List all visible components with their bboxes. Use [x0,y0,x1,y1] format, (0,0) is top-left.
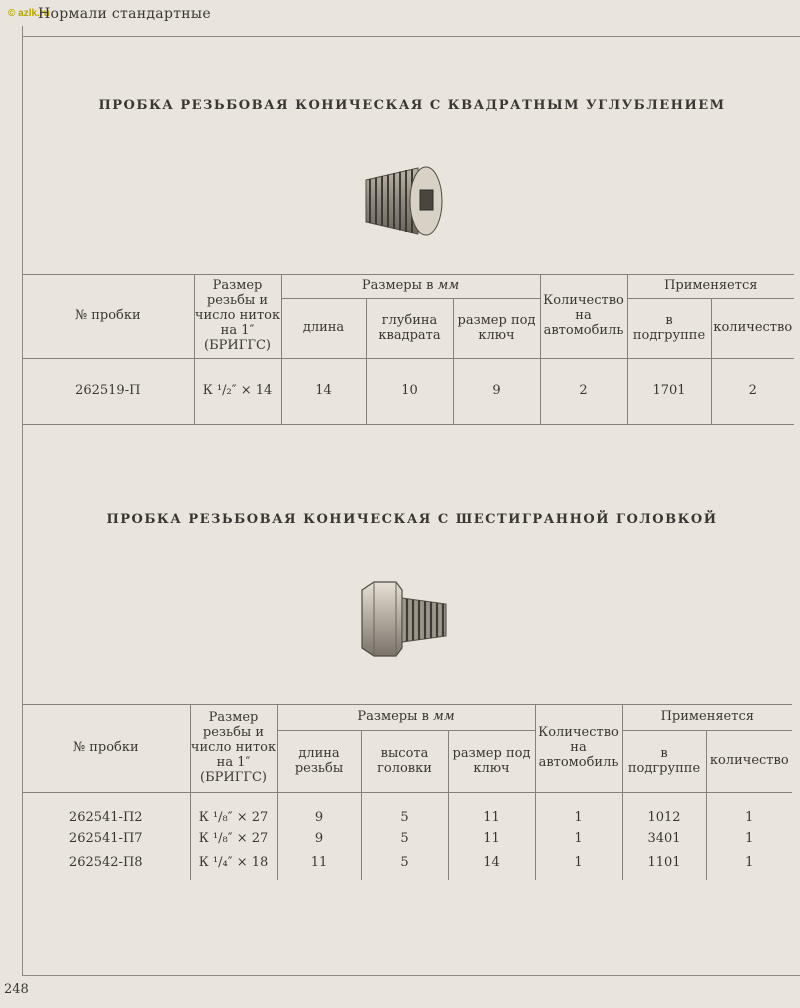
cell-quantity: 1 [706,853,792,880]
cell-part-no: 262542-П8 [22,853,190,880]
cell-wrench: 11 [448,826,535,853]
header-length: длина [281,299,366,359]
header-thread-size: Размер резьбы и число ниток на 1″ (БРИГГС) [190,705,277,793]
header-wrench-size: размер под ключ [453,299,540,359]
square-plug-table [22,274,794,425]
cell-wrench: 11 [448,793,535,826]
header-square-depth: глубина квадрата [366,299,453,359]
table-row [22,793,792,826]
cell-length: 14 [281,359,366,425]
cell-subgroup: 1101 [622,853,706,880]
cell-quantity: 2 [711,359,794,425]
header-dimensions: Размеры в мм [281,275,540,299]
cell-part-no: 262519-П [22,359,194,425]
header-part-no: № пробки [22,275,194,359]
cell-qty-car: 2 [540,359,627,425]
section-title-square-plug: ПРОБКА РЕЗЬБОВАЯ КОНИЧЕСКАЯ С КВАДРАТНЫМ УГЛУБЛЕНИЕМ [98,98,726,113]
watermark: © azlk.ru [8,8,50,19]
cell-quantity: 1 [706,826,792,853]
cell-subgroup: 1012 [622,793,706,826]
frame-rule-bottom [22,975,800,976]
cell-thread-length: 9 [277,793,361,826]
header-thread-length: длина резьбы [277,731,361,793]
table-row [22,826,792,853]
cell-qty-car: 1 [535,826,622,853]
cell-subgroup: 3401 [622,826,706,853]
running-head: Нормали стандартные [38,6,211,22]
hex-head-plug-illustration [356,578,452,664]
header-dimensions: Размеры в мм [277,705,535,731]
cell-thread: К ¹/₄″ × 18 [190,853,277,880]
cell-head-height: 5 [361,793,448,826]
cell-wrench: 14 [448,853,535,880]
header-subgroup: в подгруппе [622,731,706,793]
cell-thread: К ¹/₈″ × 27 [190,826,277,853]
hex-plug-table [22,704,792,880]
cell-thread: К ¹/₈″ × 27 [190,793,277,826]
header-quantity: количество [711,299,794,359]
cell-quantity: 1 [706,793,792,826]
section-title-hex-plug: ПРОБКА РЕЗЬБОВАЯ КОНИЧЕСКАЯ С ШЕСТИГРАННОЙ ГОЛОВКОЙ [106,512,718,527]
header-part-no: № пробки [22,705,190,793]
cell-part-no: 262541-П7 [22,826,190,853]
header-subgroup: в подгруппе [627,299,711,359]
header-quantity: количество [706,731,792,793]
header-applied: Применяется [622,705,792,731]
cell-wrench: 9 [453,359,540,425]
cell-thread-length: 11 [277,853,361,880]
cell-head-height: 5 [361,853,448,880]
square-socket-plug-illustration [356,156,448,250]
cell-thread-length: 9 [277,826,361,853]
page-number: 248 [4,982,29,997]
cell-depth: 10 [366,359,453,425]
table-row [22,853,792,880]
cell-qty-car: 1 [535,853,622,880]
header-applied: Применяется [627,275,794,299]
header-wrench-size: размер под ключ [448,731,535,793]
cell-subgroup: 1701 [627,359,711,425]
cell-thread: К ¹/₂″ × 14 [194,359,281,425]
header-qty-per-car: Количество на автомобиль [540,275,627,359]
cell-qty-car: 1 [535,793,622,826]
cell-head-height: 5 [361,826,448,853]
header-head-height: высота головки [361,731,448,793]
cell-part-no: 262541-П2 [22,793,190,826]
frame-rule-top [22,36,800,37]
header-qty-per-car: Количество на автомобиль [535,705,622,793]
header-thread-size: Размер резьбы и число ниток на 1″ (БРИГГС) [194,275,281,359]
table-row [22,359,794,425]
